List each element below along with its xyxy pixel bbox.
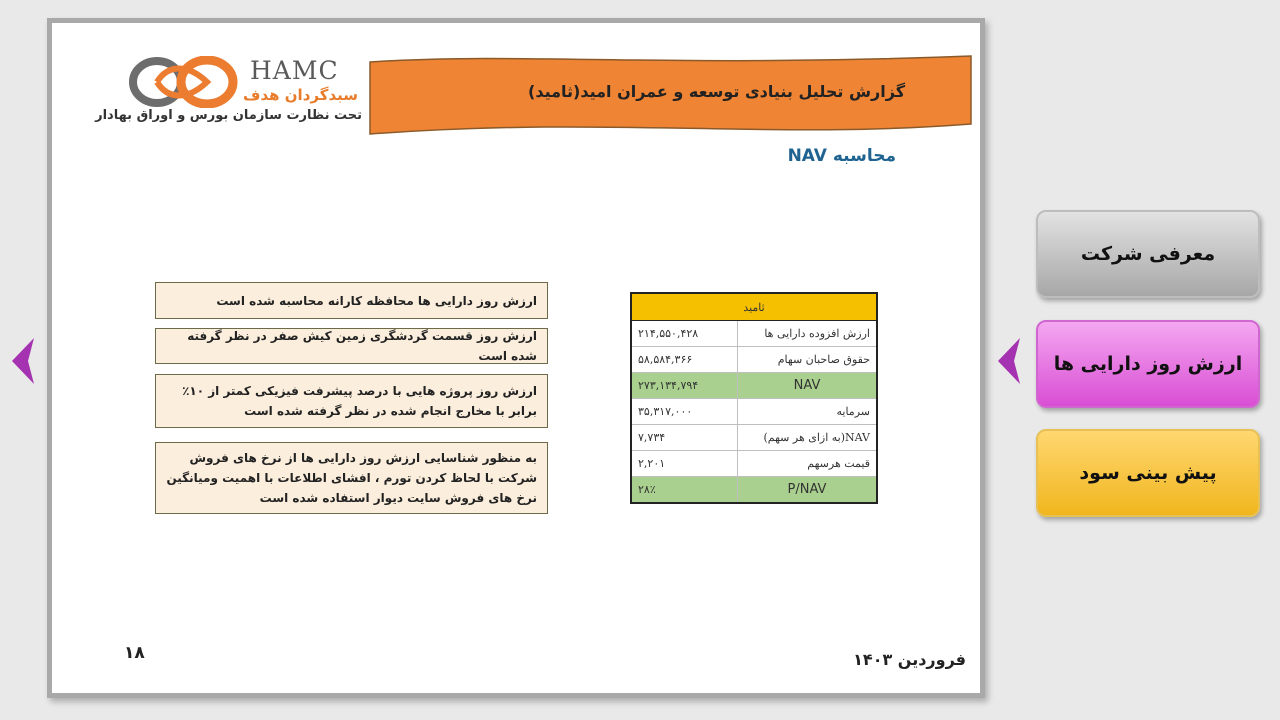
- logo-brand-text: HAMC: [250, 56, 339, 85]
- table-header: ثامید: [631, 293, 877, 321]
- note-text: ارزش روز پروژه هایی با درصد پیشرفت فیزیکی کمتر از ۱۰٪ برابر با مخارج انجام شده در نظر گرفته شده است: [182, 384, 537, 418]
- table-row-pnav: [631, 477, 877, 504]
- nav-table: [630, 292, 878, 504]
- logo-name: سبدگردان هدف: [243, 86, 358, 104]
- row-label: NAV: [738, 373, 878, 399]
- row-value: ۷,۷۳۴: [631, 425, 738, 451]
- asset-value-button[interactable]: ارزش روز دارایی ها: [1036, 320, 1260, 408]
- row-label: P/NAV: [738, 477, 878, 504]
- logo-subtitle: تحت نظارت سازمان بورس و اوراق بهادار: [95, 108, 362, 123]
- note-box: [155, 374, 548, 428]
- row-label: سرمایه: [738, 399, 878, 425]
- row-value: ۲۱۴,۵۵۰,۴۲۸: [631, 321, 738, 347]
- chevron-left-icon[interactable]: [994, 336, 1024, 386]
- row-value: ۵۸,۵۸۴,۳۶۶: [631, 347, 738, 373]
- table-row: [631, 321, 877, 347]
- note-box: [155, 328, 548, 364]
- table-row: [631, 425, 877, 451]
- page-number: ۱۸: [124, 643, 145, 663]
- chevron-left-icon[interactable]: [8, 336, 38, 386]
- row-label: حقوق صاحبان سهام: [738, 347, 878, 373]
- row-value: ۲۸٪: [631, 477, 738, 504]
- page-title: گزارش تحلیل بنیادی توسعه و عمران امید(ثامید): [528, 82, 905, 101]
- row-label: قیمت هرسهم: [738, 451, 878, 477]
- note-box: [155, 282, 548, 319]
- table-row: [631, 399, 877, 425]
- company-intro-button[interactable]: معرفی شرکت: [1036, 210, 1260, 298]
- note-box: [155, 442, 548, 514]
- profit-forecast-button[interactable]: پیش بینی سود: [1036, 429, 1260, 517]
- row-value: ۲۷۳,۱۳۴,۷۹۴: [631, 373, 738, 399]
- note-text: ارزش روز دارایی ها محافظه کارانه محاسبه شده است: [216, 293, 537, 308]
- row-value: ۳۵,۳۱۷,۰۰۰: [631, 399, 738, 425]
- row-label: ارزش افزوده دارایی ها: [738, 321, 878, 347]
- row-label: NAV(به ازای هر سهم): [738, 425, 878, 451]
- row-value: ۲,۲۰۱: [631, 451, 738, 477]
- section-title: محاسبه NAV: [787, 146, 896, 166]
- report-date: فروردین ۱۴۰۳: [853, 650, 966, 669]
- company-logo: [95, 56, 362, 132]
- table-header-row: [631, 293, 877, 321]
- infinity-logo-icon: [128, 56, 240, 108]
- table-row-nav: [631, 373, 877, 399]
- table-row: [631, 347, 877, 373]
- table-row: [631, 451, 877, 477]
- note-text: ارزش روز قسمت گردشگری زمین کیش صفر در نظر گرفته شده است: [187, 329, 537, 363]
- note-text: به منظور شناسایی ارزش روز دارایی ها از نرخ های فروش شرکت با لحاظ کردن تورم ، افشای اطلاعات با اهمیت ومیانگین نرخ های فروش سایت دیوار استفاده شده است: [166, 451, 537, 505]
